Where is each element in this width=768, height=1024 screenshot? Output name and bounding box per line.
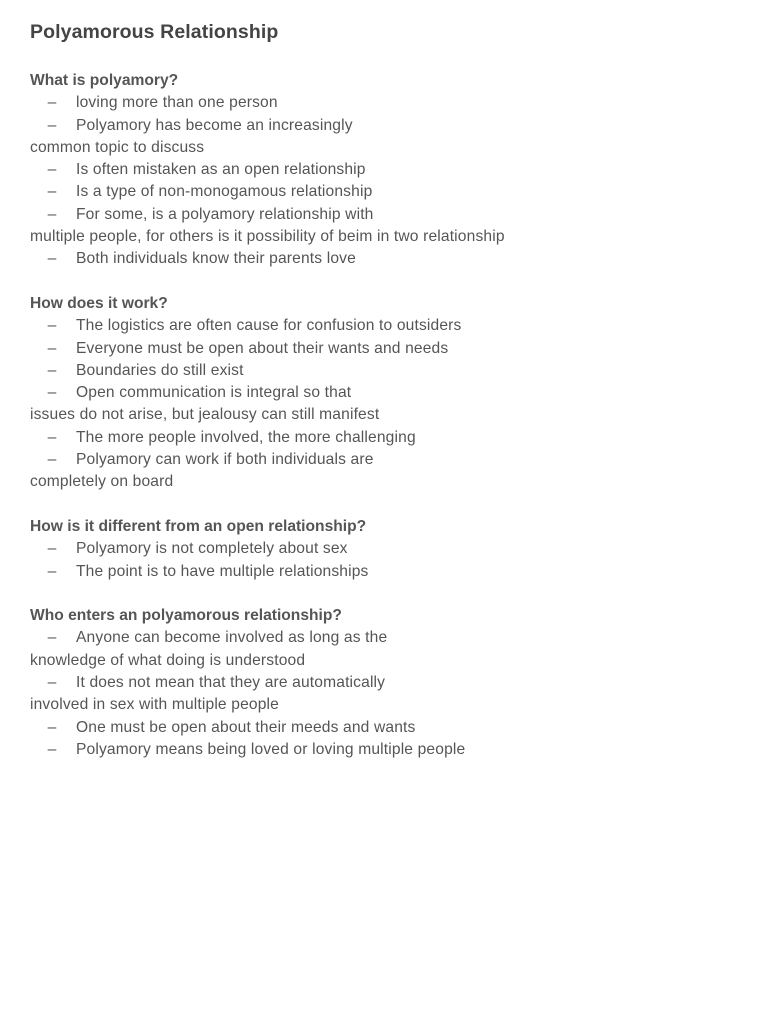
bullet-item [30, 627, 750, 649]
note-section [30, 516, 750, 583]
line-text: loving more than one person [76, 94, 278, 112]
dash-bullet-icon: – [47, 339, 57, 357]
line-text: Everyone must be open about their wants and needs [76, 339, 449, 357]
bullet-item [30, 561, 750, 583]
line-text: Both individuals know their parents love [76, 250, 356, 268]
bullet-item [30, 382, 750, 404]
wrapped-line [30, 694, 750, 716]
line-text: Polyamory has become an increasingly [76, 116, 353, 134]
section-heading: How does it work? [30, 294, 168, 312]
line-text: Is often mistaken as an open relationship [76, 161, 366, 179]
dash-bullet-icon: – [47, 94, 57, 112]
section-heading: What is polyamory? [30, 72, 179, 89]
line-text: Polyamory can work if both individuals are [76, 451, 374, 469]
line-text: knowledge of what doing is understood [30, 651, 306, 669]
line-text: multiple people, for others is it possibility of beim in two relationship [30, 228, 505, 246]
line-text: Boundaries do still exist [76, 361, 244, 379]
line-text: Polyamory means being loved or loving multiple people [76, 740, 466, 758]
wrapped-line [30, 404, 750, 426]
line-text: The point is to have multiple relationships [76, 562, 369, 580]
bullet-item [30, 159, 750, 181]
dash-bullet-icon: – [47, 361, 57, 379]
dash-bullet-icon: – [47, 317, 57, 335]
line-text: Anyone can become involved as long as the [76, 629, 388, 647]
note-page [30, 18, 750, 784]
bullet-item [30, 717, 750, 739]
note-body [30, 70, 750, 761]
line-text: One must be open about their meeds and wants [76, 718, 416, 736]
note-section [30, 70, 750, 271]
wrapped-line [30, 226, 750, 248]
wrapped-line [30, 650, 750, 672]
bullet-item [30, 427, 750, 449]
dash-bullet-icon: – [47, 629, 57, 647]
page-title: Polyamorous Relationship [30, 21, 279, 43]
line-text: common topic to discuss [30, 138, 205, 156]
bullet-item [30, 338, 750, 360]
wrapped-line [30, 137, 750, 159]
section-heading: How is it different from an open relationship? [30, 517, 367, 535]
dash-bullet-icon: – [47, 718, 57, 736]
bullet-item [30, 315, 750, 337]
line-text: completely on board [30, 473, 174, 491]
wrapped-line [30, 471, 750, 493]
dash-bullet-icon: – [47, 428, 57, 446]
dash-bullet-icon: – [47, 562, 57, 580]
note-section [30, 605, 750, 761]
section-heading: Who enters an polyamorous relationship? [30, 607, 342, 625]
line-text: Is a type of non-monogamous relationship [76, 183, 373, 201]
dash-bullet-icon: – [47, 384, 57, 402]
bullet-item [30, 248, 750, 270]
bullet-item [30, 739, 750, 761]
bullet-item [30, 204, 750, 226]
note-section [30, 293, 750, 494]
bullet-item [30, 92, 750, 114]
dash-bullet-icon: – [47, 451, 57, 469]
line-text: The logistics are often cause for confusion to outsiders [76, 317, 462, 335]
bullet-item [30, 360, 750, 382]
dash-bullet-icon: – [47, 250, 57, 268]
line-text: issues do not arise, but jealousy can still manifest [30, 406, 380, 424]
dash-bullet-icon: – [47, 183, 57, 201]
line-text: involved in sex with multiple people [30, 696, 279, 714]
bullet-item [30, 538, 750, 560]
bullet-item [30, 181, 750, 203]
bullet-item [30, 449, 750, 471]
dash-bullet-icon: – [47, 674, 57, 692]
line-text: Open communication is integral so that [76, 384, 352, 402]
bullet-item [30, 115, 750, 137]
dash-bullet-icon: – [47, 116, 57, 134]
line-text: For some, is a polyamory relationship with [76, 205, 374, 223]
line-text: The more people involved, the more challenging [76, 428, 416, 446]
dash-bullet-icon: – [47, 540, 57, 558]
line-text: It does not mean that they are automatically [76, 674, 386, 692]
dash-bullet-icon: – [47, 740, 57, 758]
bullet-item [30, 672, 750, 694]
dash-bullet-icon: – [47, 205, 57, 223]
line-text: Polyamory is not completely about sex [76, 540, 348, 558]
dash-bullet-icon: – [47, 161, 57, 179]
